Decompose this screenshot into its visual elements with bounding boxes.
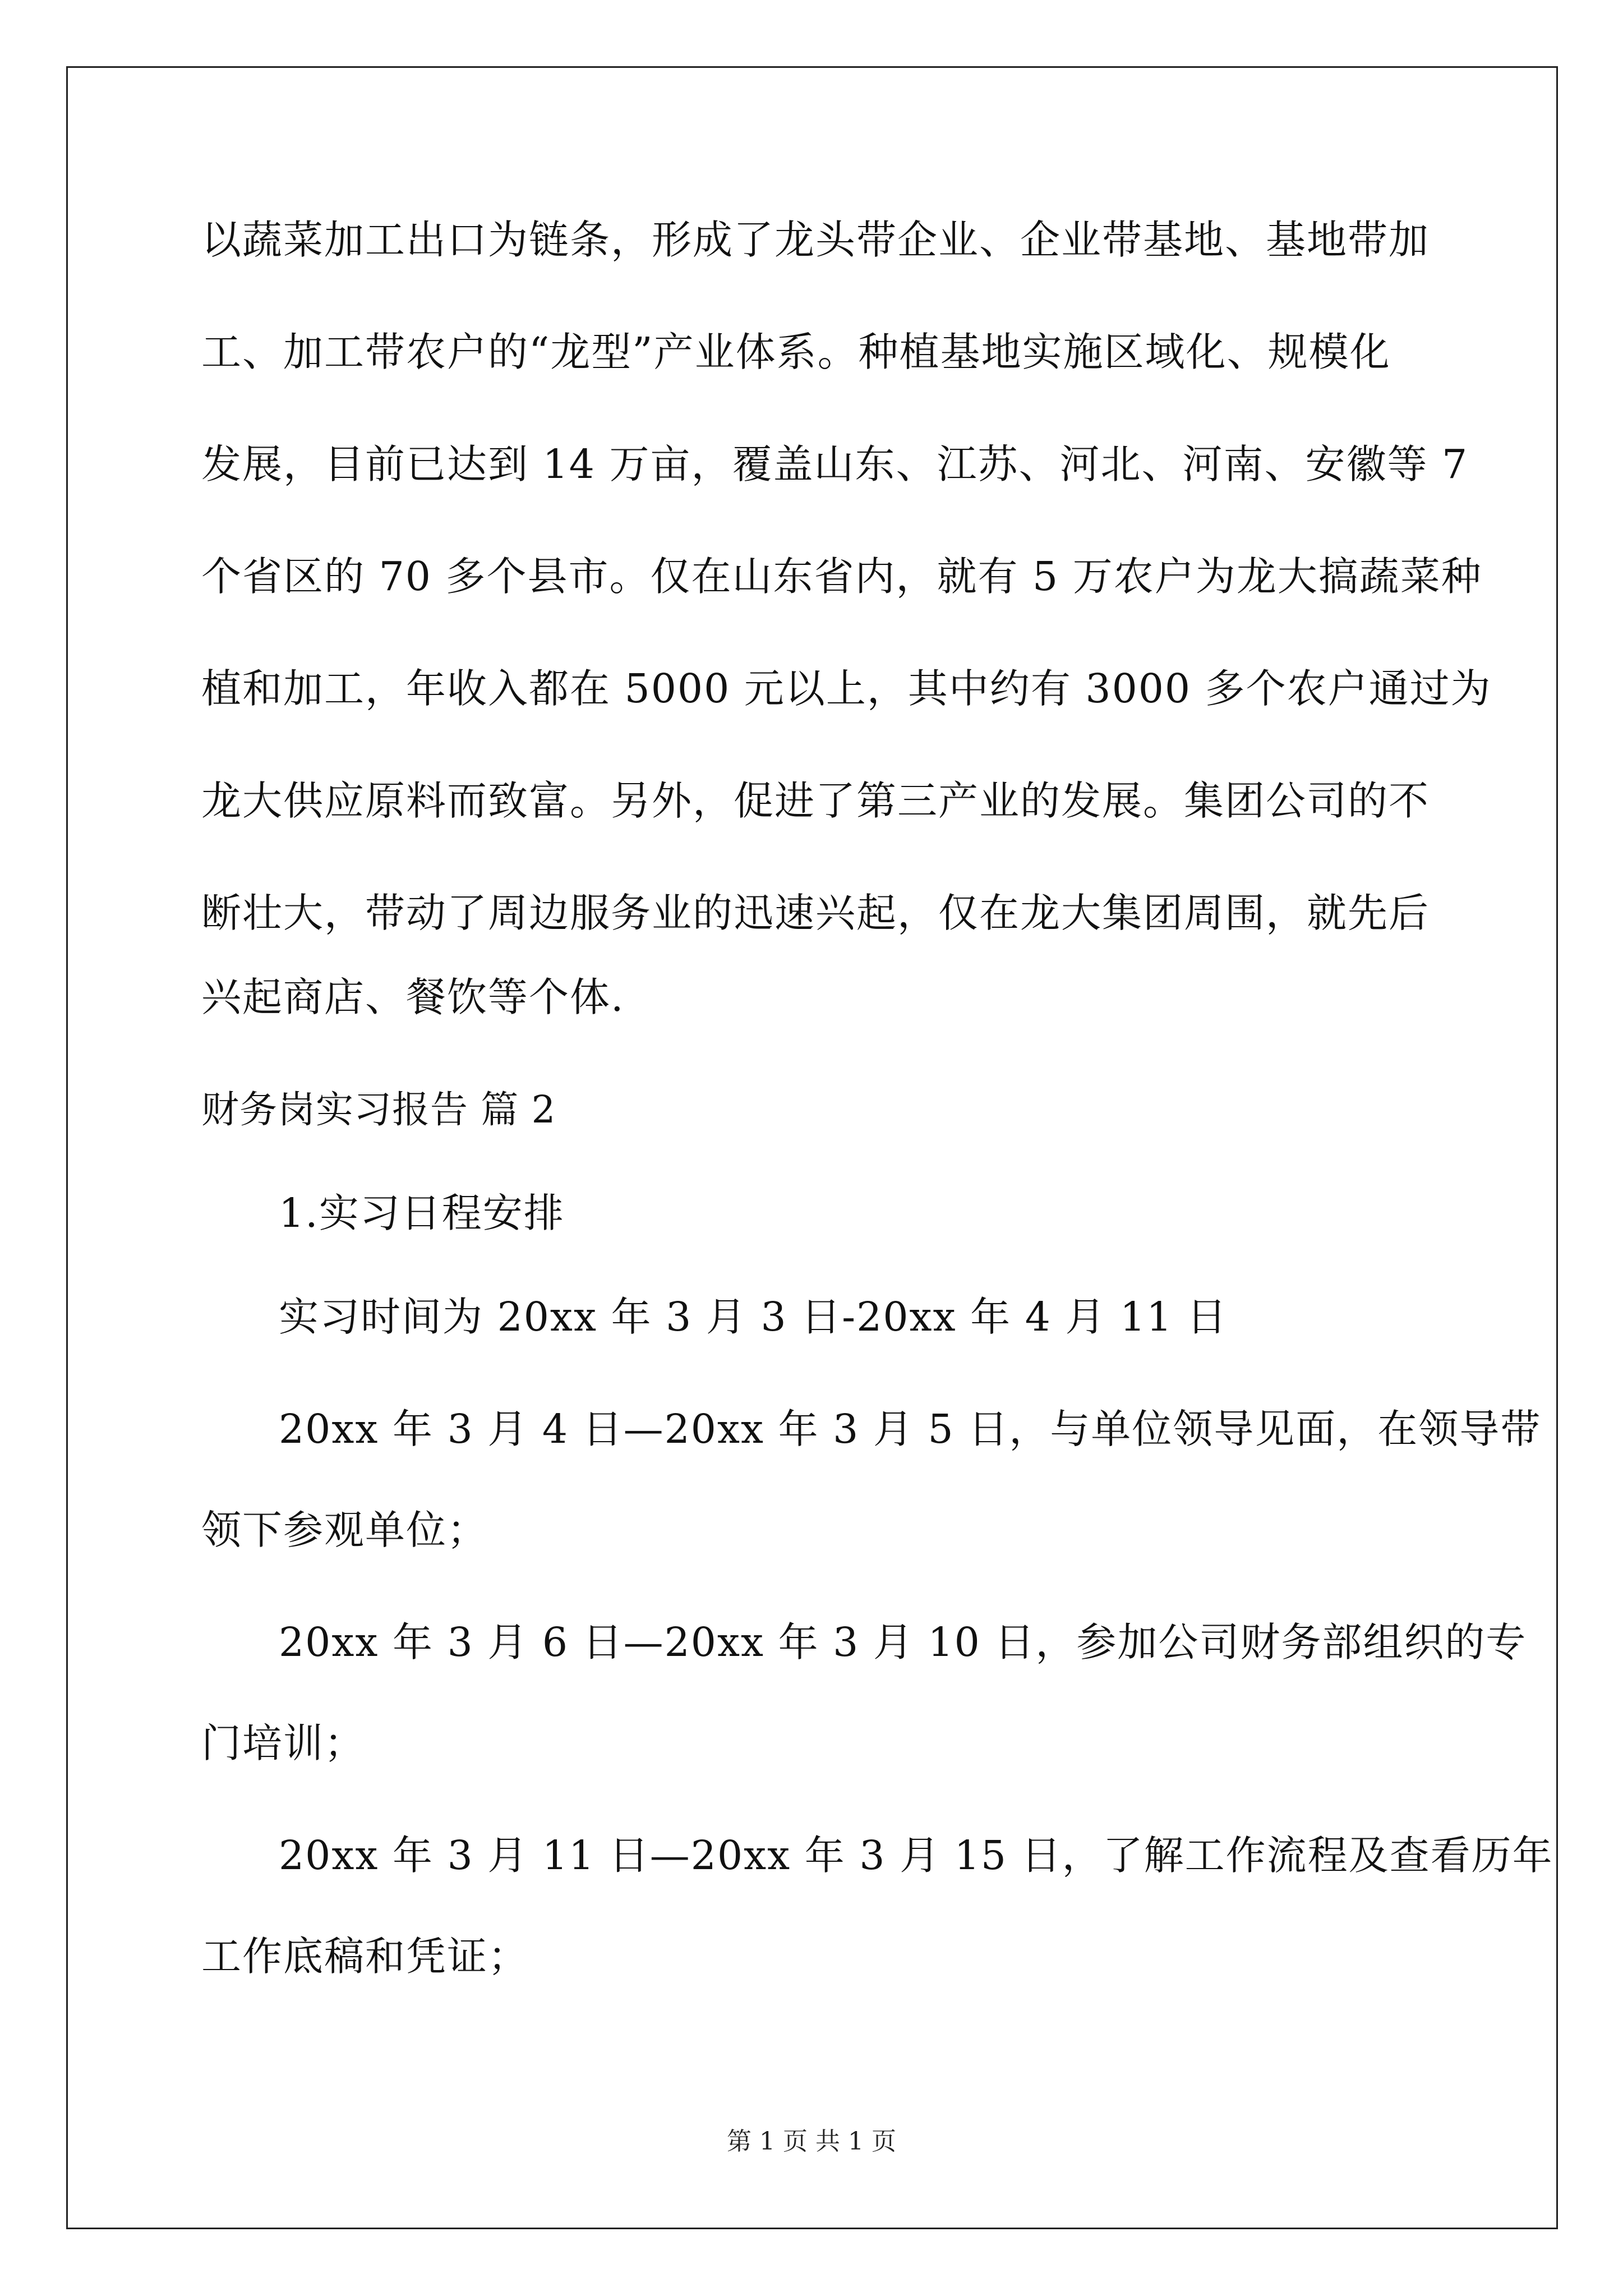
body-line-2: 工、加工带农户的“龙型”产业体系。种植基地实施区域化、规模化 xyxy=(201,329,1391,375)
page-number-footer: 第 1 页 共 1 页 xyxy=(727,2127,896,2156)
body-line-1: 以蔬菜加工出口为链条，形成了龙头带企业、企业带基地、基地带加 xyxy=(201,217,1430,263)
list-item-1-title: 1.实习日程安排 xyxy=(279,1190,565,1236)
body-line-7: 断壮大，带动了周边服务业的迅速兴起，仅在龙大集团周围，就先后 xyxy=(201,890,1430,936)
body-line-5: 植和加工，年收入都在 5000 元以上，其中约有 3000 多个农户通过为 xyxy=(201,665,1492,712)
schedule-1-line-1: 20xx 年 3 月 4 日—20xx 年 3 月 5 日，与单位领导见面，在领导带 xyxy=(279,1406,1542,1452)
body-line-4: 个省区的 70 多个县市。仅在山东省内，就有 5 万农户为龙大搞蔬菜种 xyxy=(201,553,1482,600)
schedule-3-line-1: 20xx 年 3 月 11 日—20xx 年 3 月 15 日，了解工作流程及查看历年 xyxy=(279,1832,1553,1879)
schedule-3-line-2: 工作底稿和凭证； xyxy=(201,1933,529,1980)
section-title: 财务岗实习报告 篇 2 xyxy=(201,1088,556,1131)
body-line-3: 发展，目前已达到 14 万亩，覆盖山东、江苏、河北、河南、安徽等 7 xyxy=(201,441,1469,487)
body-line-6: 龙大供应原料而致富。另外，促进了第三产业的发展。集团公司的不 xyxy=(201,777,1430,824)
schedule-1-line-2: 领下参观单位； xyxy=(201,1507,488,1553)
page-border xyxy=(66,66,1558,2229)
internship-period: 实习时间为 20xx 年 3 月 3 日-20xx 年 4 月 11 日 xyxy=(279,1294,1228,1340)
schedule-2-line-2: 门培训； xyxy=(201,1720,366,1766)
body-line-8: 兴起商店、餐饮等个体. xyxy=(201,974,625,1020)
schedule-2-line-1: 20xx 年 3 月 6 日—20xx 年 3 月 10 日，参加公司财务部组织的专 xyxy=(279,1619,1527,1665)
